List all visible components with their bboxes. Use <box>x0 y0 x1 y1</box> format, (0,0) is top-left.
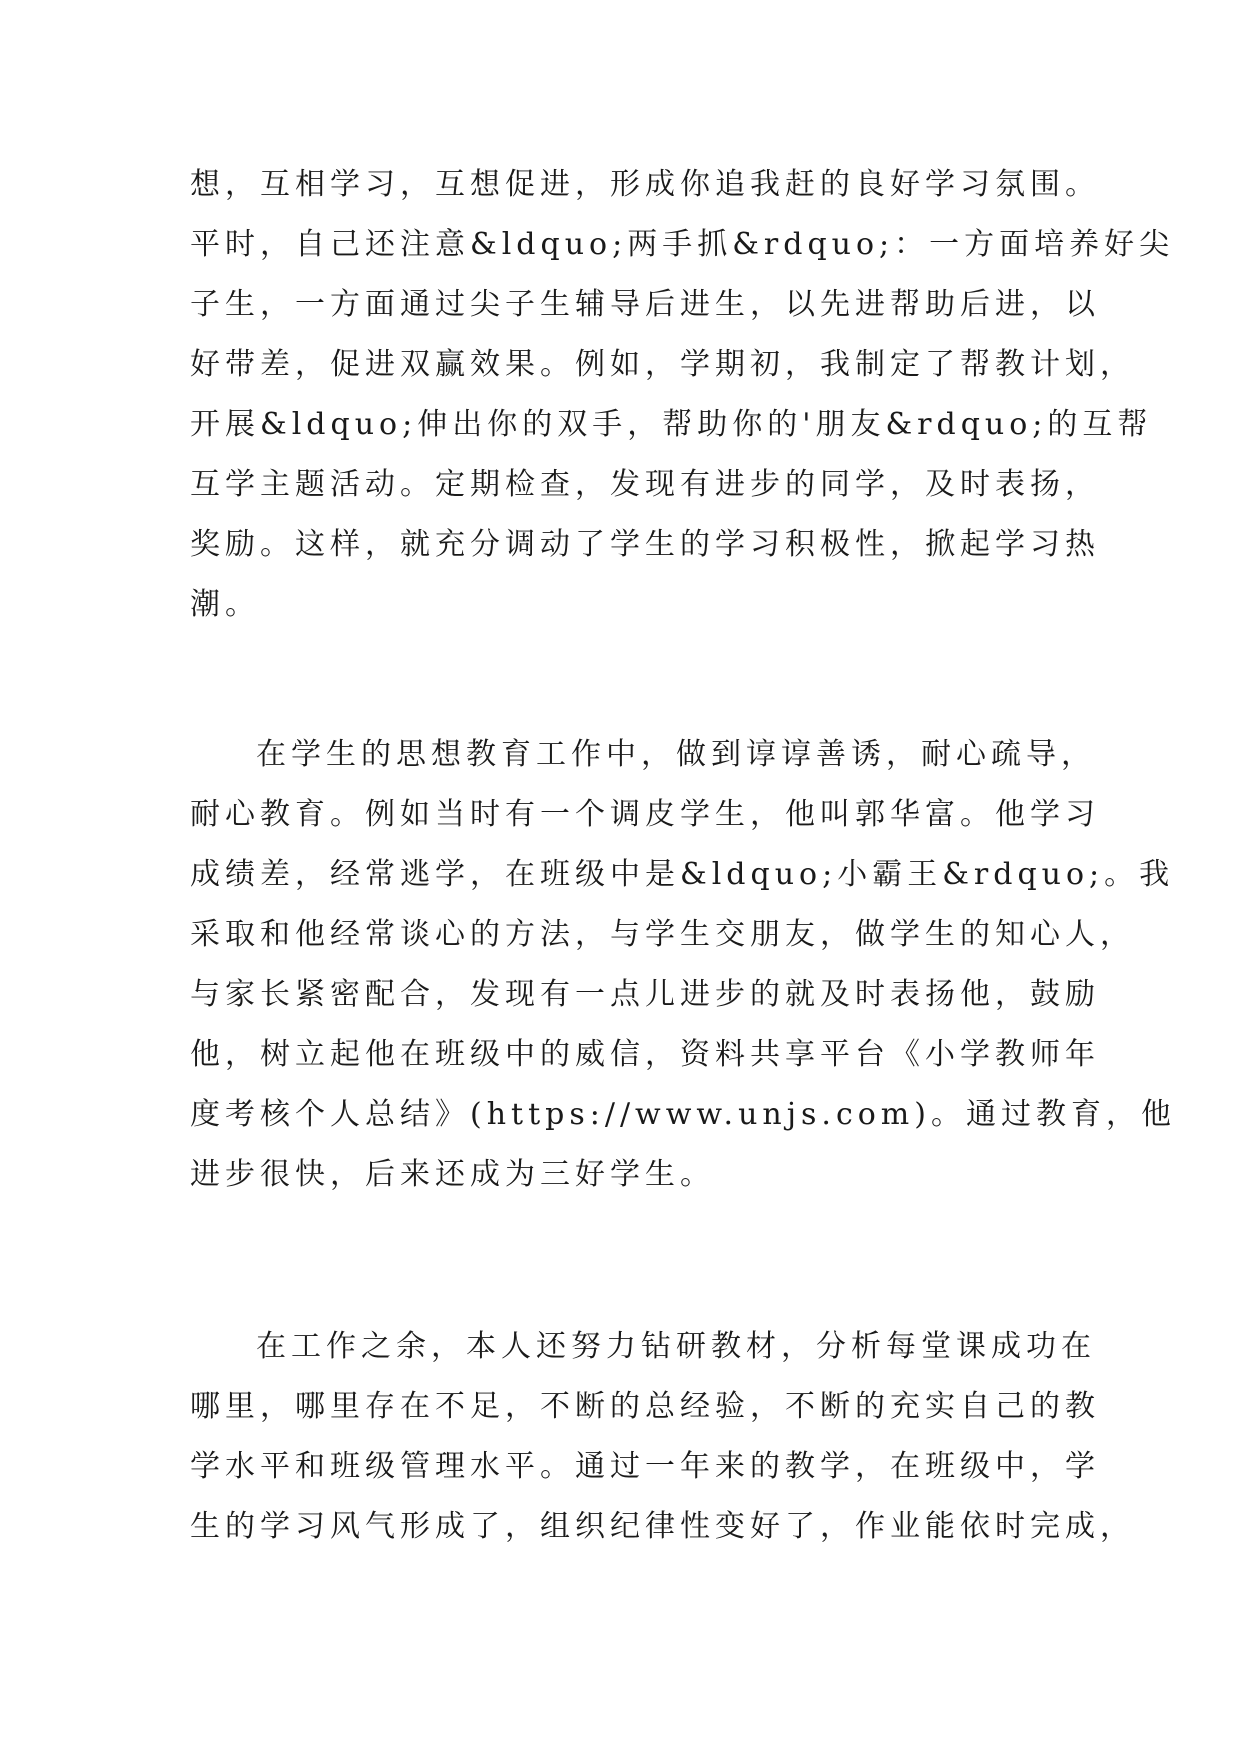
paragraph-line: 与家长紧密配合，发现有一点儿进步的就及时表扬他，鼓励 <box>190 977 1100 1012</box>
paragraph-line: 平时，自己还注意&ldquo;两手抓&rdquo;：一方面培养好尖 <box>190 227 1175 262</box>
paragraph-line: 耐心教育。例如当时有一个调皮学生，他叫郭华富。他学习 <box>190 797 1100 832</box>
paragraph-line: 进步很快，后来还成为三好学生。 <box>190 1157 715 1192</box>
paragraph-line: 他，树立起他在班级中的威信，资料共享平台《小学教师年 <box>190 1037 1100 1072</box>
paragraph-line: 好带差，促进双赢效果。例如，学期初，我制定了帮教计划， <box>190 347 1135 382</box>
paragraph-line: 在工作之余，本人还努力钻研教材，分析每堂课成功在 <box>256 1329 1096 1364</box>
paragraph-1 <box>190 155 1175 635</box>
paragraph-3 <box>190 1317 1135 1557</box>
paragraph-2 <box>190 725 1176 1205</box>
paragraph-line: 子生，一方面通过尖子生辅导后进生，以先进帮助后进，以 <box>190 287 1100 322</box>
paragraph-line: 度考核个人总结》(https://www.unjs.com)。通过教育，他 <box>190 1097 1176 1132</box>
paragraph-line: 开展&ldquo;伸出你的双手，帮助你的'朋友&rdquo;的互帮 <box>190 407 1153 442</box>
paragraph-line: 哪里，哪里存在不足，不断的总经验，不断的充实自己的教 <box>190 1389 1100 1424</box>
paragraph-line: 在学生的思想教育工作中，做到谆谆善诱，耐心疏导， <box>256 737 1096 772</box>
paragraph-line: 潮。 <box>190 587 260 622</box>
paragraph-line: 生的学习风气形成了，组织纪律性变好了，作业能依时完成， <box>190 1509 1135 1544</box>
paragraph-line: 成绩差，经常逃学，在班级中是&ldquo;小霸王&rdquo;。我 <box>190 857 1175 892</box>
paragraph-line: 采取和他经常谈心的方法，与学生交朋友，做学生的知心人， <box>190 917 1135 952</box>
paragraph-line: 想，互相学习，互想促进，形成你追我赶的良好学习氛围。 <box>190 167 1100 202</box>
paragraph-line: 奖励。这样，就充分调动了学生的学习积极性，掀起学习热 <box>190 527 1100 562</box>
paragraph-line: 学水平和班级管理水平。通过一年来的教学，在班级中，学 <box>190 1449 1100 1484</box>
paragraph-line: 互学主题活动。定期检查，发现有进步的同学，及时表扬， <box>190 467 1100 502</box>
